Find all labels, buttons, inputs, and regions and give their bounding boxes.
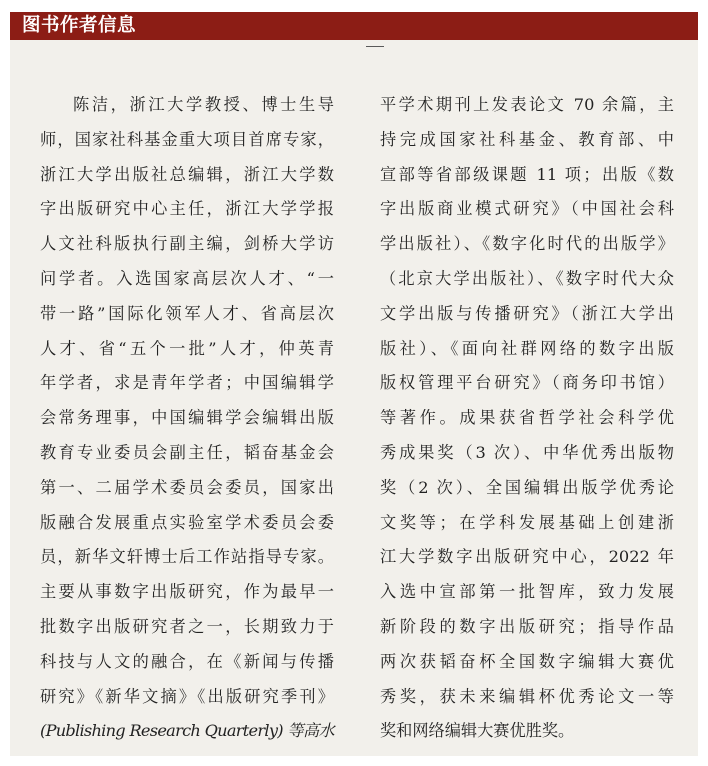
text-line: 年学者，求是青年学者；中国编辑学 [40,373,334,393]
text-line: 入选中宣部第一批智库，致力发展 [380,582,674,602]
text-line: 问学者。入选国家高层次人才、“一 [40,268,334,288]
text-line: 文奖等；在学科发展基础上创建浙 [380,512,674,532]
section-title: 图书作者信息 [22,15,137,36]
text-line: 人文社科版执行副主编，剑桥大学访 [40,234,334,254]
text-line-italic-title: (Publishing Research Quarterly) 等高水 [40,721,334,741]
text-line: 等著作。成果获省哲学社会科学优 [380,408,674,428]
text-line: 奖（2 次）、全国编辑出版学优秀论 [380,477,674,497]
text-line: 员，新华文轩博士后工作站指导专家。 [40,547,334,567]
text-line: 字出版研究中心主任，浙江大学学报 [40,199,334,219]
text-line: 会常务理事，中国编辑学会编辑出版 [40,408,334,428]
left-text-column [40,88,334,749]
text-line: 版社）、《面向社群网络的数字出版 [380,338,674,358]
text-line: 文学出版与传播研究》（浙江大学出 [380,303,674,323]
text-line: 研究》《新华文摘》《出版研究季刊》 [40,686,334,706]
text-line: 科技与人文的融合，在《新闻与传播 [40,651,334,671]
text-line: 陈洁，浙江大学教授、博士生导 [73,95,334,114]
text-line: 宣部等省部级课题 11 项；出版《数 [380,164,674,184]
text-line: 秀成果奖（3 次）、中华优秀出版物 [380,442,674,462]
text-line: 奖和网络编辑大赛优胜奖。 [380,721,575,741]
text-line: 秀奖，获未来编辑杯优秀论文一等 [380,686,674,706]
text-line: 主要从事数字出版研究，作为最早一 [40,582,334,602]
section-header [10,12,698,40]
column-divider-mark [366,46,384,47]
text-line: 第一、二届学术委员会委员，国家出 [40,477,334,497]
text-line: 江大学数字出版研究中心，2022 年 [380,547,674,567]
right-text-column [380,88,674,749]
text-line: 教育专业委员会副主任，韬奋基金会 [40,442,334,462]
text-line: 批数字出版研究者之一，长期致力于 [40,616,334,636]
text-line: 带一路”国际化领军人才、省高层次 [40,303,334,323]
text-line: 新阶段的数字出版研究；指导作品 [380,616,674,636]
text-line: 平学术期刊上发表论文 70 余篇，主 [380,95,674,114]
text-line: 版权管理平台研究》（商务印书馆） [380,373,674,393]
text-line: （北京大学出版社）、《数字时代大众 [380,268,674,288]
text-line: 字出版商业模式研究》（中国社会科 [380,199,674,219]
text-line: 持完成国家社科基金、教育部、中 [380,129,674,149]
text-line: 学出版社）、《数字化时代的出版学》 [380,234,674,254]
text-line: 浙江大学出版社总编辑，浙江大学数 [40,164,334,184]
text-line: 师，国家社科基金重大项目首席专家， [40,129,334,149]
text-line: 版融合发展重点实验室学术委员会委 [40,512,334,532]
text-line: 人才、省“五个一批”人才，仲英青 [40,338,334,358]
author-info-panel [10,12,698,756]
text-line: 两次获韬奋杯全国数字编辑大赛优 [380,651,674,671]
